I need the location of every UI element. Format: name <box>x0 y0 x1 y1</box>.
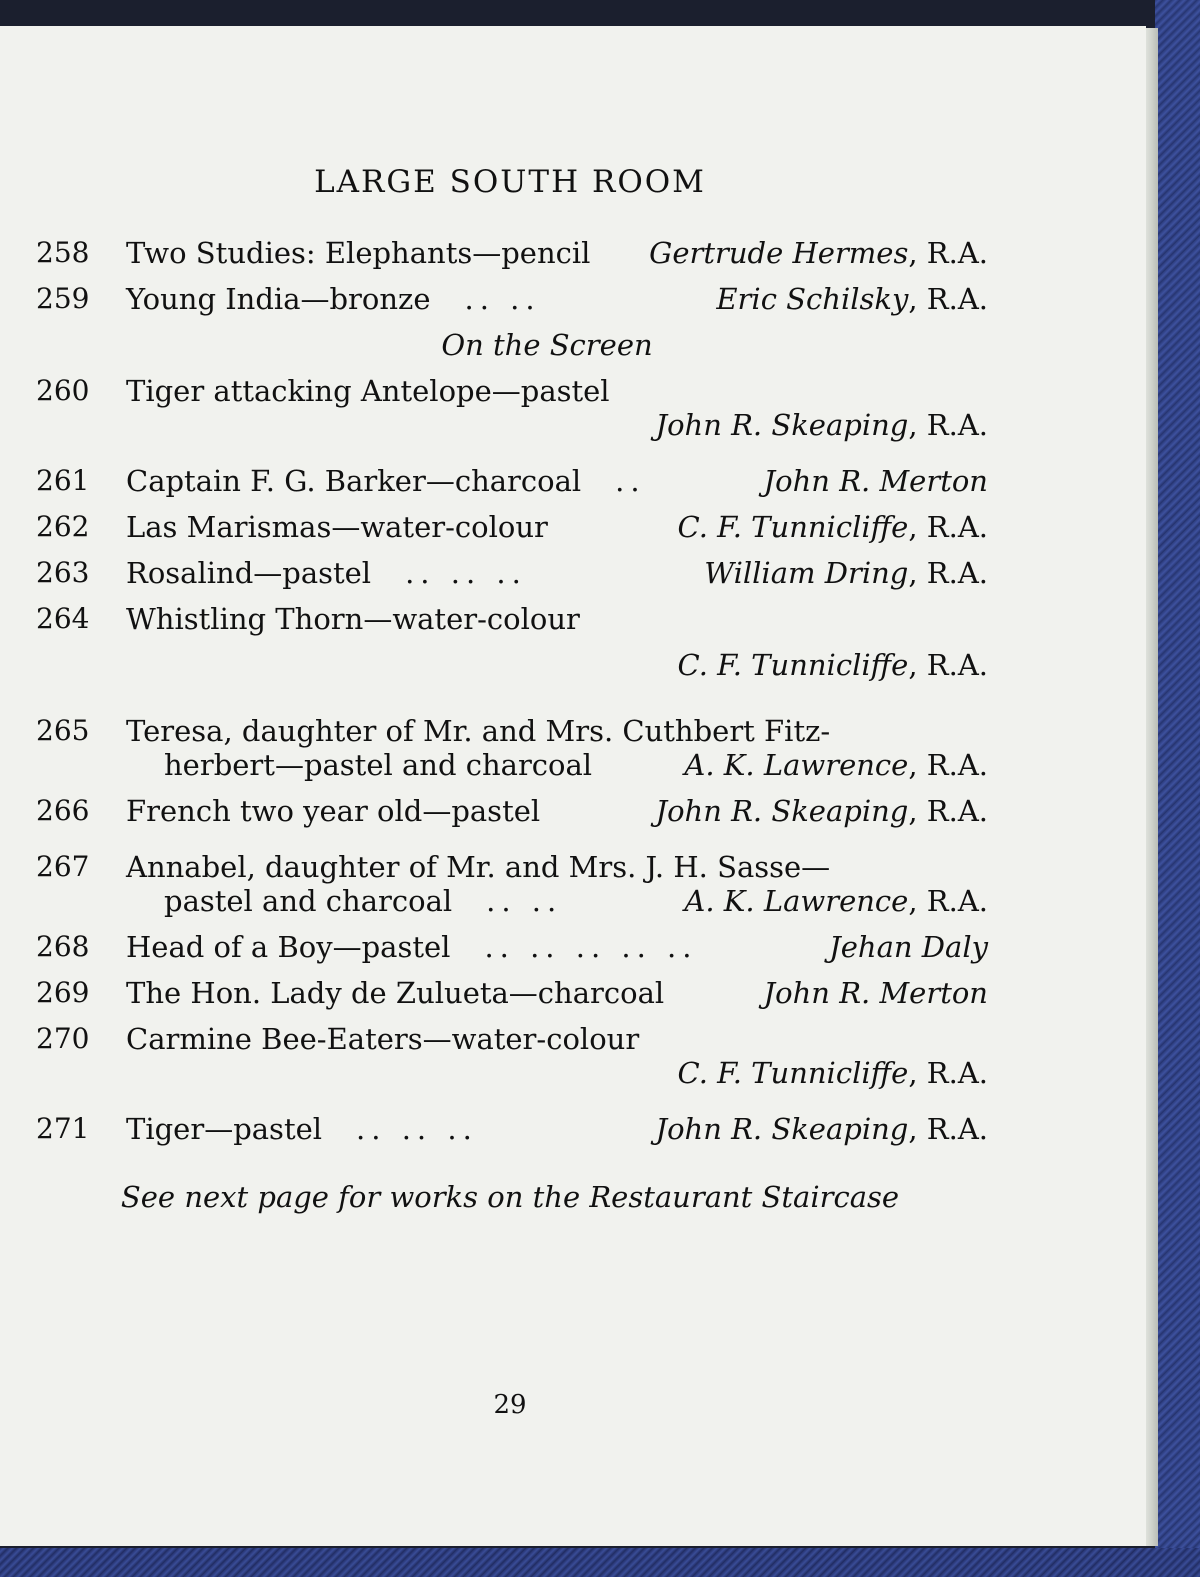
entry-artist <box>704 550 988 596</box>
entry-title-text: Young India—bronze <box>126 282 431 316</box>
entry-artist <box>655 1106 988 1152</box>
catalogue-entry <box>36 276 988 322</box>
leader-dots: .. .. <box>464 282 541 316</box>
artist-name: Eric Schilsky <box>716 282 909 316</box>
artist-name: John R. Merton <box>763 464 988 498</box>
entry-title-text: Carmine Bee-Eaters—water-colour <box>126 1022 640 1056</box>
entry-title <box>126 276 541 322</box>
entry-title <box>164 878 562 924</box>
entry-title <box>126 458 646 504</box>
page-number: 29 <box>493 1390 527 1420</box>
entry-number: 266 <box>36 794 90 827</box>
catalogue-entry <box>36 504 988 550</box>
entry-title-text: Rosalind—pastel <box>126 556 372 590</box>
entry-artist <box>764 970 988 1016</box>
artist-suffix: , R.A. <box>908 1056 988 1090</box>
catalogue-entry <box>36 1106 988 1152</box>
catalogue-entry <box>36 230 988 276</box>
entry-title-text: The Hon. Lady de Zulueta—charcoal <box>126 976 665 1010</box>
artist-name: C. F. Tunnicliffe <box>677 648 909 682</box>
footnote: See next page for works on the Restaurant Staircase <box>120 1180 900 1214</box>
artist-suffix: , R.A. <box>908 1112 988 1146</box>
artist-name: A. K. Lawrence <box>684 884 909 918</box>
entry-title <box>164 742 592 788</box>
entry-title-text: Whistling Thorn—water-colour <box>126 602 580 636</box>
entry-number: 259 <box>36 282 90 315</box>
entry-title <box>126 230 590 276</box>
artist-name: Jehan Daly <box>829 930 988 964</box>
entry-title <box>126 924 698 970</box>
artist-suffix: , R.A. <box>908 510 988 544</box>
entry-title-text: Tiger—pastel <box>126 1112 323 1146</box>
artist-suffix: , R.A. <box>908 794 988 828</box>
artist-suffix: , R.A. <box>908 748 988 782</box>
entry-title <box>126 788 540 834</box>
leader-dots: .. .. .. <box>356 1112 478 1146</box>
entry-number: 262 <box>36 510 90 543</box>
catalogue-entry <box>36 924 988 970</box>
catalogue-entry <box>36 742 988 788</box>
entry-number: 267 <box>36 850 90 883</box>
artist-name: John R. Skeaping <box>655 794 909 828</box>
catalogue-entry <box>36 458 988 504</box>
book-cover-edge-right <box>1155 0 1200 1577</box>
artist-name: A. K. Lawrence <box>684 748 909 782</box>
catalogue-entry <box>36 596 988 642</box>
artist-name: John R. Merton <box>763 976 988 1010</box>
catalogue-entry <box>36 550 988 596</box>
artist-suffix: , R.A. <box>908 282 988 316</box>
entry-artist <box>678 504 988 550</box>
entry-artist <box>716 276 988 322</box>
entry-number: 260 <box>36 374 90 407</box>
catalogue-entry <box>36 642 988 688</box>
leader-dots: .. .. .. <box>405 556 527 590</box>
entry-number: 271 <box>36 1112 90 1145</box>
artist-suffix: , R.A. <box>908 236 988 270</box>
entry-artist <box>678 642 988 688</box>
artist-name: William Dring <box>704 556 909 590</box>
entry-title <box>126 550 527 596</box>
page-heading: LARGE SOUTH ROOM <box>314 164 706 200</box>
catalogue-entry <box>36 1050 988 1096</box>
entry-title-text: Two Studies: Elephants—pencil <box>126 236 591 270</box>
artist-name: John R. Skeaping <box>655 408 909 442</box>
entry-title-text: pastel and charcoal <box>164 884 453 918</box>
entry-title-text: Tiger attacking Antelope—pastel <box>126 374 610 408</box>
leader-dots: .. <box>615 464 646 498</box>
artist-name: C. F. Tunnicliffe <box>677 510 909 544</box>
entry-title-text: Las Marismas—water-colour <box>126 510 548 544</box>
entry-title-text: French two year old—pastel <box>126 794 541 828</box>
artist-name: Gertrude Hermes <box>649 236 909 270</box>
catalogue-entry <box>36 878 988 924</box>
catalogue-entry <box>36 970 988 1016</box>
entry-number: 258 <box>36 236 90 269</box>
entry-title <box>126 596 580 642</box>
artist-name: C. F. Tunnicliffe <box>677 1056 909 1090</box>
entry-number: 264 <box>36 602 90 635</box>
artist-suffix: , R.A. <box>908 408 988 442</box>
entry-title-text: Teresa, daughter of Mr. and Mrs. Cuthbert Fitz- <box>126 714 831 748</box>
artist-suffix: , R.A. <box>908 648 988 682</box>
entry-artist <box>684 742 988 788</box>
leader-dots: .. .. .. .. .. <box>484 930 698 964</box>
catalogue-page <box>0 26 1146 1546</box>
entry-number: 263 <box>36 556 90 589</box>
entry-artist <box>649 230 988 276</box>
section-heading: On the Screen <box>441 328 653 362</box>
entry-artist <box>655 788 988 834</box>
book-cover-edge-bottom <box>0 1548 1200 1577</box>
catalogue-entry <box>36 402 988 448</box>
artist-suffix: , R.A. <box>908 556 988 590</box>
entry-number: 269 <box>36 976 90 1009</box>
entry-title-text: herbert—pastel and charcoal <box>164 748 593 782</box>
entry-title-text: Annabel, daughter of Mr. and Mrs. J. H. Sasse— <box>126 850 831 884</box>
entry-number: 261 <box>36 464 90 497</box>
entry-artist <box>678 1050 988 1096</box>
entry-title-text: Head of a Boy—pastel <box>126 930 451 964</box>
entry-title <box>126 504 548 550</box>
entry-number: 265 <box>36 714 90 747</box>
entry-artist <box>655 402 988 448</box>
entry-title-text: Captain F. G. Barker—charcoal <box>126 464 582 498</box>
entry-artist <box>684 878 988 924</box>
entry-title <box>126 970 664 1016</box>
entry-artist <box>829 924 988 970</box>
entry-number: 268 <box>36 930 90 963</box>
artist-suffix: , R.A. <box>908 884 988 918</box>
leader-dots: .. .. <box>486 884 563 918</box>
entries-list <box>36 230 988 1152</box>
artist-name: John R. Skeaping <box>655 1112 909 1146</box>
entry-title <box>126 1106 478 1152</box>
catalogue-entry <box>36 788 988 834</box>
entry-artist <box>764 458 988 504</box>
entry-number: 270 <box>36 1022 90 1055</box>
